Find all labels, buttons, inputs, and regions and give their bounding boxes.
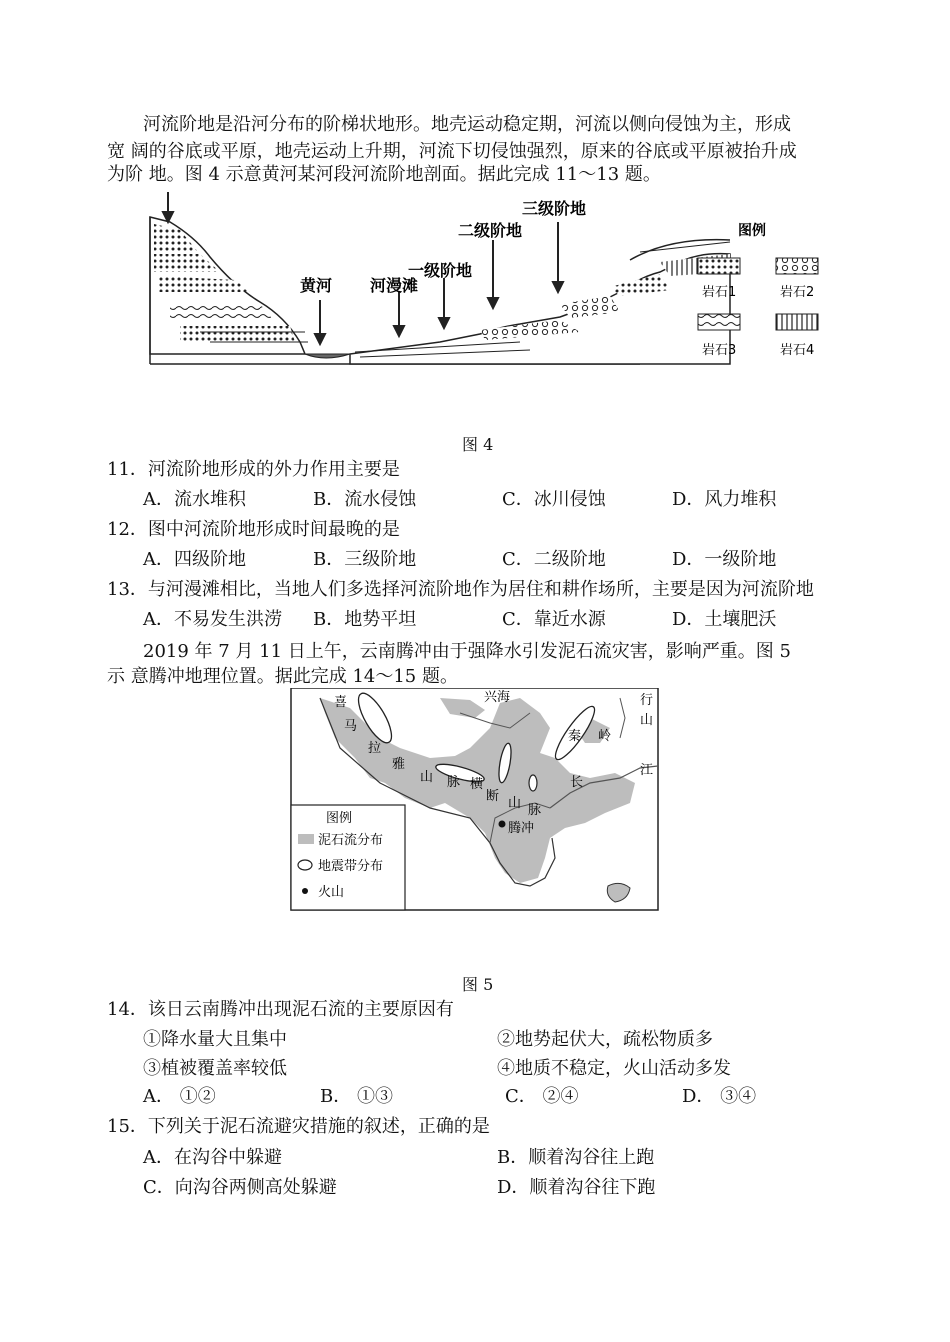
intro1-line3: 为阶 地。图 4 示意黄河某河段河流阶地剖面。据此完成 11～13 题。 [107, 164, 661, 185]
map-label-shan1: 山 [420, 770, 434, 785]
q11-option-c: C．冰川侵蚀 [502, 489, 606, 510]
q14-statement-1: ①降水量大且集中 [143, 1029, 287, 1050]
map-label-jiang: 江 [640, 763, 654, 778]
intro2-line2: 示 意腾冲地理位置。据此完成 14～15 题。 [107, 666, 458, 687]
figure-4-terrace-profile [140, 192, 840, 372]
q12-option-d: D．一级阶地 [672, 549, 777, 570]
legend5-title: 图例 [326, 811, 353, 826]
intro1-line2: 宽 阔的谷底或平原，地壳运动上升期，河流下切侵蚀强烈，原来的谷底或平原被抬升成 [107, 141, 797, 162]
q14-statement-3: ③植被覆盖率较低 [143, 1058, 287, 1079]
legend4-rock3: 岩石3 [702, 343, 737, 358]
intro2-line1: 2019 年 7 月 11 日上午，云南腾冲由于强降水引发泥石流灾害，影响严重。图 5 [143, 641, 791, 662]
q15-option-d: D．顺着沟谷往下跑 [497, 1177, 656, 1198]
q15-option-a: A．在沟谷中躲避 [143, 1147, 282, 1168]
map-label-chang: 长 [570, 775, 584, 790]
label-erji: 二级阶地 [458, 221, 523, 240]
q13-option-d: D．土壤肥沃 [672, 609, 777, 630]
q14-option-b: B． ①③ [320, 1086, 393, 1107]
map-label-xi: 喜 [334, 695, 348, 710]
legend4-rock2: 岩石2 [780, 285, 815, 300]
q13-stem: 13．与河漫滩相比，当地人们多选择河流阶地作为居住和耕作场所，主要是因为河流阶地 [107, 579, 814, 600]
q11-option-a: A．流水堆积 [143, 489, 246, 510]
map-label-qin: 秦 [568, 729, 582, 744]
q12-option-a: A．四级阶地 [143, 549, 246, 570]
legend5-debris: 泥石流分布 [318, 833, 384, 848]
label-manhtan: 河漫滩 [370, 276, 419, 295]
q12-option-b: B．三级阶地 [313, 549, 417, 570]
q14-option-d: D． ③④ [682, 1086, 757, 1107]
q14-option-c: C． ②④ [505, 1086, 579, 1107]
figure-5-caption: 图 5 [462, 975, 494, 994]
q12-stem: 12．图中河流阶地形成时间最晚的是 [107, 519, 400, 540]
label-yiji: 一级阶地 [408, 261, 473, 280]
map-label-heng: 横 [470, 777, 484, 792]
q13-option-c: C．靠近水源 [502, 609, 606, 630]
map-label-shan2: 山 [508, 796, 522, 811]
legend4-rock4: 岩石4 [780, 343, 815, 358]
q14-statement-4: ④地质不稳定，火山活动多发 [497, 1058, 731, 1079]
map-label-tengchong: 腾冲 [508, 821, 535, 836]
q14-stem: 14．该日云南腾冲出现泥石流的主要原因有 [107, 999, 454, 1020]
q11-stem: 11．河流阶地形成的外力作用主要是 [107, 459, 400, 480]
map-label-shan3: 山 [640, 713, 654, 728]
q12-option-c: C．二级阶地 [502, 549, 606, 570]
volcano-tengchong-dot [499, 821, 506, 828]
q11-option-d: D．风力堆积 [672, 489, 777, 510]
legend5-volcano: 火山 [318, 885, 345, 900]
q15-option-c: C．向沟谷两侧高处躲避 [143, 1177, 337, 1198]
map-label-xinghai: 兴海 [484, 690, 511, 705]
map-label-la: 拉 [368, 741, 382, 756]
q13-option-a: A．不易发生洪涝 [143, 609, 282, 630]
map-label-duan: 断 [486, 789, 500, 804]
legend5-quake: 地震带分布 [318, 859, 384, 874]
legend4-title: 图例 [738, 223, 766, 239]
q15-stem: 15．下列关于泥石流避灾措施的叙述，正确的是 [107, 1116, 490, 1137]
map-label-hang: 行 [640, 693, 654, 708]
q15-option-b: B．顺着沟谷往上跑 [497, 1147, 655, 1168]
map-label-ling: 岭 [598, 729, 612, 744]
map-label-ya: 雅 [392, 757, 406, 772]
figure-4-caption: 图 4 [462, 435, 494, 454]
q13-option-b: B．地势平坦 [313, 609, 417, 630]
map-label-mai2: 脉 [528, 803, 542, 818]
label-huanghe: 黄河 [300, 276, 333, 295]
label-sanji: 三级阶地 [522, 199, 587, 218]
legend4-rock1: 岩石1 [702, 285, 737, 300]
q11-option-b: B．流水侵蚀 [313, 489, 417, 510]
q14-option-a: A． ①② [143, 1086, 216, 1107]
map-label-mai1: 脉 [447, 775, 461, 790]
q14-statement-2: ②地势起伏大，疏松物质多 [497, 1029, 713, 1050]
figure-5-map [290, 688, 660, 912]
intro1-line1: 河流阶地是沿河分布的阶梯状地形。地壳运动稳定期，河流以侧向侵蚀为主，形成 [143, 114, 791, 135]
map-label-ma: 马 [344, 719, 358, 734]
